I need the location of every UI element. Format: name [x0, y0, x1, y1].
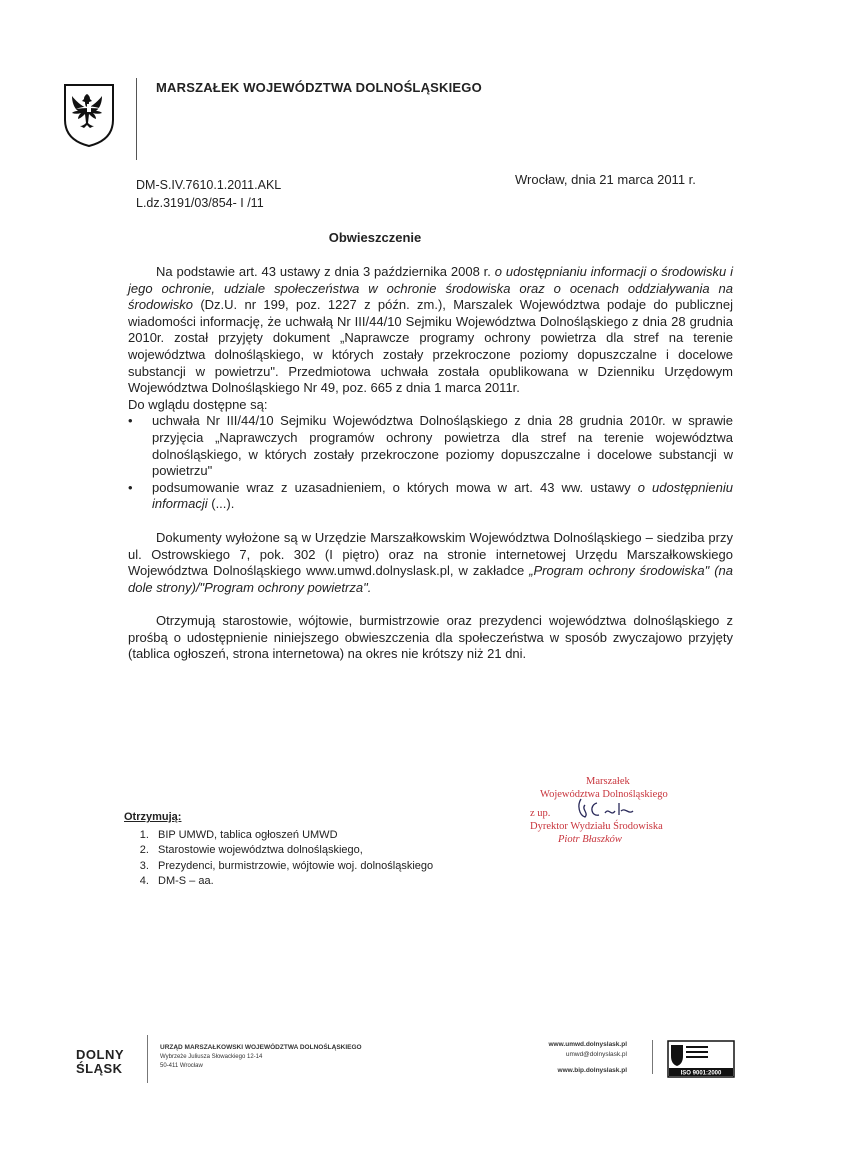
- logo-line-2: ŚLĄSK: [76, 1061, 123, 1076]
- bullet-icon: •: [128, 479, 133, 495]
- iso-label: ISO 9001:2000: [680, 1070, 722, 1077]
- stamp-line-1: Marszałek: [586, 776, 630, 787]
- bullet-icon: •: [128, 413, 133, 429]
- institution-name: MARSZAŁEK WOJEWÓDZTWA DOLNOŚLĄSKIEGO: [156, 80, 482, 95]
- recipients-title: Otrzymują:: [124, 811, 182, 823]
- document-body: [128, 264, 733, 663]
- list-item: [128, 413, 733, 479]
- paragraph-2: [128, 530, 733, 596]
- footer-divider: [147, 1035, 148, 1083]
- bullet-2-text-a: podsumowanie wraz z uzasadnieniem, o których mowa w art. 43 ww. ustawy: [152, 479, 638, 495]
- logo-line-1: DOLNY: [76, 1047, 124, 1062]
- bullet-2-italic: o udostępnieniu informacji: [152, 479, 733, 512]
- stamp-line-3: Dyrektor Wydziału Środowiska: [530, 821, 663, 832]
- stamp-line-4: Piotr Błaszków: [558, 834, 622, 845]
- office-city: 50-411 Wrocław: [160, 1063, 203, 1069]
- list-item: 3. Prezydenci, burmistrzowie, wójtowie woj. dolnośląskiego: [152, 859, 433, 875]
- header-divider: [136, 78, 137, 160]
- stamp-line-2: Województwa Dolnośląskiego: [540, 789, 668, 800]
- case-number: DM-S.IV.7610.1.2011.AKL: [136, 178, 282, 192]
- bullet-1-text: uchwała Nr III/44/10 Sejmiku Województwa Dolnośląskiego z dnia 28 grudnia 2010r. w sprawie przyjęcia „Naprawczych programów ochrony powietrza dla stref na terenie województwa dolnośląskiego, w których zostały przekroczone poziomy dopuszczalne i docelowe substancji w powietrzu": [152, 413, 733, 479]
- bullet-2: [152, 480, 733, 513]
- paragraph-2-italic: „Program ochrony środowiska" (na dole strony)/"Program ochrony powietrza".: [128, 563, 733, 595]
- footer-address: [160, 1043, 362, 1072]
- paragraph-1-text-b: (Dz.U. nr 199, poz. 1227 z późn. zm.), Marszalek Województwa podaje do publicznej wiadomości informację, że uchwałą Nr III/44/10 Sejmiku Województwa Dolnośląskiego z dnia 28 grudnia 2010r. został przyjęty dokument „Naprawcze programy ochrony powietrza dla stref na terenie województwa dolnośląskiego, w których zostały przekroczone poziomy dopuszczalne i docelowe substancji w powietrzu". Przedmiotowa uchwała została opublikowana w Dzienniku Urzędowym Województwa Dolnośląskiego Nr 49, poz. 665 z dnia 1 marca 2011r.: [128, 297, 733, 396]
- document-title: [0, 230, 850, 245]
- paragraph-2-text: Dokumenty wyłożone są w Urzędzie Marszałkowskim Województwa Dolnośląskiego – siedziba przy ul. Ostrowskiego 7, pok. 302 (I piętro) oraz na stronie internetowej Urzędu Marszałkowskiego Województwa Dolnośląskiego www.umwd.dolnyslask.pl, w zakładce: [128, 529, 733, 579]
- document-title-text: Obwieszczenie: [328, 230, 422, 245]
- email-link[interactable]: umwd@dolnyslask.pl: [565, 1051, 627, 1058]
- reference-block: [136, 176, 281, 212]
- office-street: Wybrzeże Juliusza Słowackiego 12-14: [160, 1053, 263, 1060]
- paragraph-3: Otrzymują starostowie, wójtowie, burmistrzowie oraz prezydenci województwa dolnośląskiego z prośbą o udostępnienie niniejszego obwieszczenia dla społeczeństwa w sposób zwyczajowo przyjęty (tablica ogłoszeń, strona internetowa) na okres nie krótszy niż 21 dni.: [128, 613, 733, 662]
- place-date: Wrocław, dnia 21 marca 2011 r.: [515, 172, 696, 187]
- paragraph-1: [128, 264, 733, 397]
- silesian-eagle-icon: [62, 82, 116, 148]
- list-item: 1. BIP UMWD, tablica ogłoszeń UMWD: [152, 828, 433, 844]
- stamp-zup: z up.: [530, 808, 551, 819]
- act-title: o udostępnianiu informacji o środowisku i jego ochronie, udziale społeczeństwa w ochronie środowiska oraz o ocenach oddziaływania na środowisko: [128, 264, 734, 313]
- handwritten-signature: [575, 795, 645, 821]
- recipients-list: [124, 828, 433, 890]
- recipients-block: [124, 810, 433, 890]
- footer-web: [515, 1040, 627, 1076]
- iso-certificate-icon: [667, 1040, 735, 1078]
- bip-link[interactable]: www.bip.dolnyslask.pl: [557, 1067, 627, 1074]
- list-item: [128, 480, 733, 513]
- list-item: 2. Starostowie województwa dolnośląskiego,: [152, 843, 433, 859]
- bullet-2-text-b: (...).: [207, 496, 235, 512]
- available-intro: Do wglądu dostępne są:: [128, 396, 268, 412]
- office-name: URZĄD MARSZAŁKOWSKI WOJEWÓDZTWA DOLNOŚLĄSKIEGO: [160, 1044, 362, 1051]
- paragraph-1-text-a: Na podstawie art. 43 ustawy z dnia 3 października 2008 r.: [156, 264, 495, 279]
- journal-number: L.dz.3191/03/854- I /11: [136, 196, 264, 210]
- footer-divider: [652, 1040, 653, 1074]
- dolny-slask-logo: [76, 1048, 124, 1076]
- list-item: 4. DM-S – aa.: [152, 874, 433, 890]
- website-link[interactable]: www.umwd.dolnyslask.pl: [548, 1041, 627, 1048]
